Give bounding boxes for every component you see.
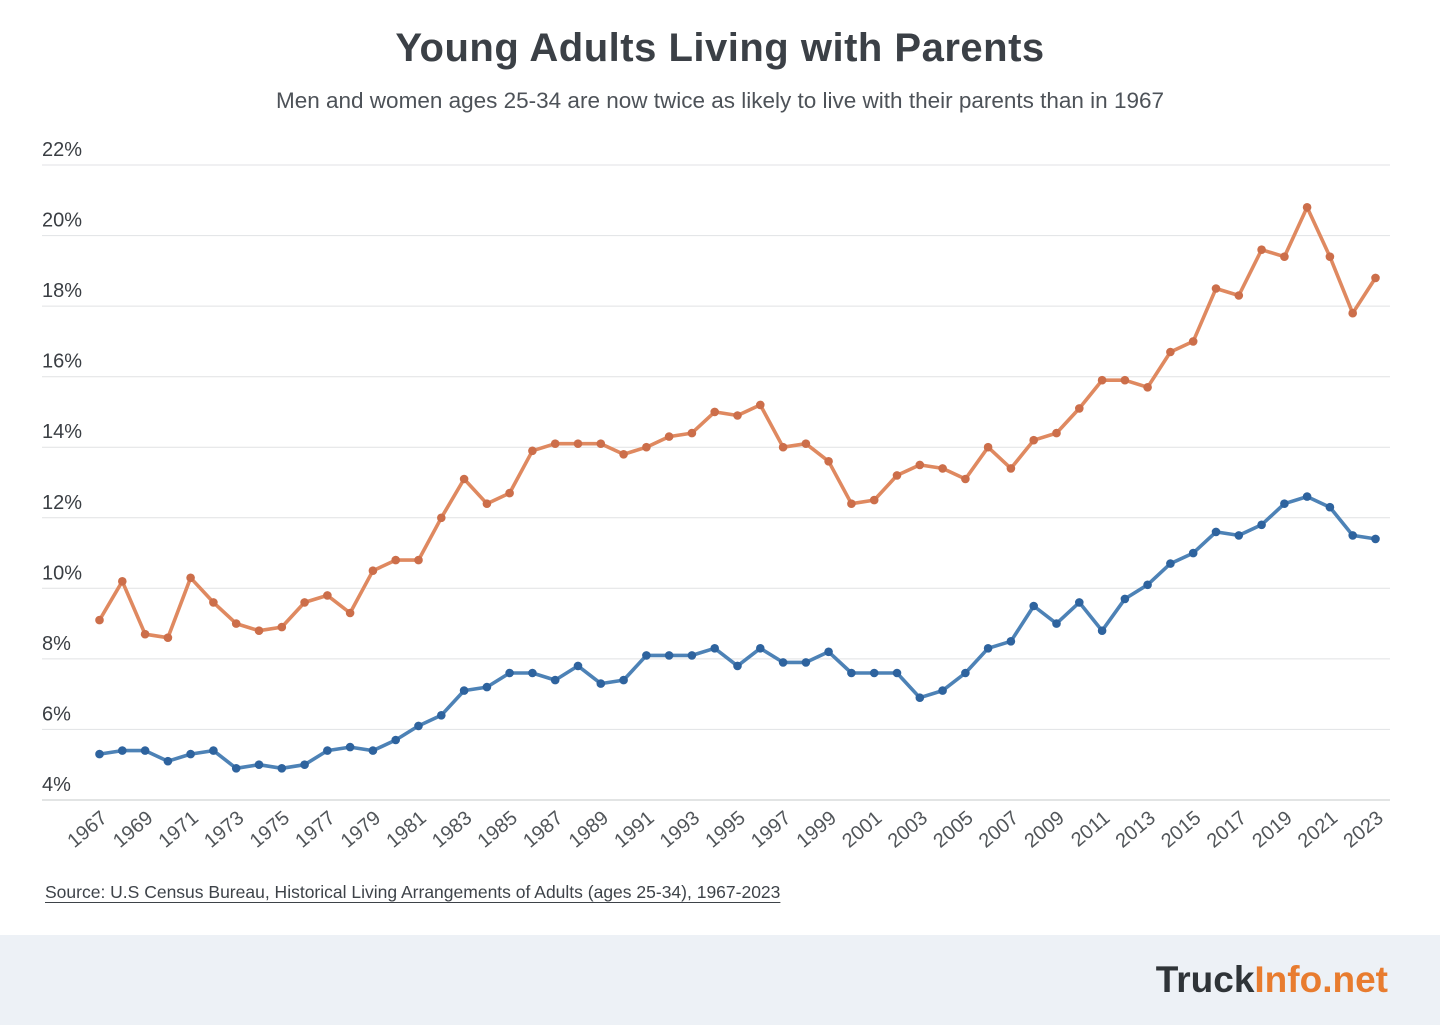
source-link[interactable]: Source: U.S Census Bureau, Historical Living Arrangements of Adults (ages 25-34), 1967-2023 (45, 882, 781, 902)
y-tick-label-18: 18% (42, 280, 83, 303)
data-point-men-2008 (1029, 436, 1038, 445)
data-point-women-1982 (437, 711, 446, 720)
line-chart (0, 140, 1440, 870)
data-point-men-1996 (756, 401, 765, 410)
data-point-women-1985 (505, 669, 514, 678)
data-point-men-2021 (1326, 252, 1335, 261)
data-point-women-2018 (1257, 521, 1266, 530)
data-point-men-1981 (414, 556, 423, 565)
data-point-men-2000 (847, 499, 856, 508)
data-point-women-1994 (710, 644, 719, 653)
data-point-women-1970 (164, 757, 173, 766)
data-point-women-1972 (209, 746, 218, 755)
data-point-women-1967 (95, 750, 104, 759)
data-point-men-1975 (278, 623, 287, 632)
data-point-men-2016 (1212, 284, 1221, 293)
series-men (95, 203, 1380, 642)
x-tick-label-1997: 1997 (747, 806, 796, 853)
data-point-women-2008 (1029, 602, 1038, 611)
x-tick-label-1973: 1973 (200, 806, 249, 853)
series-line-women (100, 497, 1376, 769)
x-tick-label-1981: 1981 (382, 806, 431, 853)
x-tick-label-1971: 1971 (154, 806, 203, 853)
data-point-men-1973 (232, 619, 241, 628)
data-point-women-2001 (870, 669, 879, 678)
data-point-men-1970 (164, 633, 173, 642)
y-tick-label-16: 16% (42, 350, 83, 373)
data-point-men-2010 (1075, 404, 1084, 413)
y-tick-label-6: 6% (42, 703, 71, 726)
data-point-men-2005 (961, 475, 970, 484)
data-point-men-1982 (437, 514, 446, 523)
data-point-men-1997 (779, 443, 788, 452)
y-tick-label-14: 14% (42, 421, 83, 444)
x-tick-label-2003: 2003 (883, 806, 933, 853)
data-point-women-2019 (1280, 499, 1289, 508)
y-tick-label-12: 12% (42, 491, 83, 514)
data-point-men-1977 (323, 591, 332, 600)
data-point-men-1983 (460, 475, 469, 484)
data-point-women-2010 (1075, 598, 1084, 607)
data-point-men-2014 (1166, 348, 1175, 357)
x-tick-label-1987: 1987 (519, 806, 568, 853)
truckinfo-logo[interactable] (1156, 959, 1388, 1001)
data-point-men-2013 (1143, 383, 1152, 392)
data-point-men-1995 (733, 411, 742, 420)
data-point-women-2022 (1348, 531, 1357, 540)
data-point-men-2002 (893, 471, 902, 480)
page-title: Young Adults Living with Parents (395, 26, 1045, 70)
data-point-men-1992 (665, 432, 674, 441)
data-point-women-2000 (847, 669, 856, 678)
logo-text-info-net: Info.net (1254, 959, 1388, 1000)
x-tick-label-1983: 1983 (428, 806, 477, 853)
x-tick-label-2013: 2013 (1111, 806, 1160, 853)
data-point-women-2004 (938, 686, 947, 695)
series-women (95, 492, 1380, 772)
data-point-women-1983 (460, 686, 469, 695)
data-point-women-2005 (961, 669, 970, 678)
logo-text-truck: Truck (1155, 959, 1255, 1000)
grid-and-y-axis (42, 140, 1390, 800)
x-tick-label-1999: 1999 (792, 806, 841, 853)
data-point-men-1985 (505, 489, 514, 498)
data-point-men-2011 (1098, 376, 1107, 385)
y-tick-label-8: 8% (42, 632, 71, 655)
data-point-women-1989 (597, 679, 606, 688)
data-point-women-1976 (300, 760, 309, 769)
y-tick-label-20: 20% (42, 209, 83, 232)
data-point-men-1990 (619, 450, 628, 459)
data-point-women-1991 (642, 651, 651, 660)
data-point-men-1969 (141, 630, 150, 639)
data-point-women-2011 (1098, 626, 1107, 635)
data-point-men-1974 (255, 626, 264, 635)
x-tick-label-1969: 1969 (109, 806, 158, 853)
chart-header (0, 0, 1440, 114)
x-tick-label-1979: 1979 (336, 806, 386, 853)
data-point-women-1996 (756, 644, 765, 653)
data-point-women-1969 (141, 746, 150, 755)
data-point-women-2007 (1007, 637, 1016, 646)
data-point-women-1968 (118, 746, 127, 755)
x-tick-label-1985: 1985 (473, 806, 522, 853)
data-point-men-1989 (597, 439, 606, 448)
x-tick-label-2001: 2001 (838, 806, 887, 853)
data-point-women-1992 (665, 651, 674, 660)
x-tick-label-1995: 1995 (701, 806, 750, 853)
data-point-men-1968 (118, 577, 127, 586)
footer-band (0, 935, 1440, 1025)
x-axis-labels (63, 807, 1387, 852)
data-point-men-2017 (1235, 291, 1244, 300)
data-point-men-1988 (574, 439, 583, 448)
data-point-women-1990 (619, 676, 628, 685)
x-tick-label-2023: 2023 (1339, 806, 1388, 853)
data-point-men-2001 (870, 496, 879, 505)
y-tick-label-22: 22% (42, 140, 83, 161)
data-point-women-1998 (802, 658, 811, 667)
data-point-men-2018 (1257, 245, 1266, 254)
data-point-men-1971 (186, 574, 195, 583)
data-point-men-2003 (916, 461, 925, 470)
data-point-women-1999 (824, 648, 833, 657)
x-tick-label-1975: 1975 (245, 806, 295, 853)
data-point-women-1995 (733, 662, 742, 671)
data-point-women-2015 (1189, 549, 1198, 558)
data-point-men-2015 (1189, 337, 1198, 346)
data-point-women-1979 (369, 746, 378, 755)
data-point-women-2014 (1166, 559, 1175, 568)
data-point-women-2013 (1143, 581, 1152, 590)
data-point-women-2003 (916, 693, 925, 702)
x-tick-label-1991: 1991 (610, 806, 659, 853)
data-point-men-1994 (710, 408, 719, 417)
data-point-men-1976 (300, 598, 309, 607)
y-tick-label-4: 4% (42, 774, 71, 796)
data-point-men-2004 (938, 464, 947, 473)
data-point-women-1997 (779, 658, 788, 667)
series-line-men (100, 207, 1376, 637)
data-point-women-1974 (255, 760, 264, 769)
x-tick-label-2005: 2005 (929, 806, 978, 853)
data-point-women-2023 (1371, 535, 1380, 544)
data-point-men-1978 (346, 609, 355, 618)
data-point-women-1988 (574, 662, 583, 671)
data-point-men-1987 (551, 439, 560, 448)
x-tick-label-2019: 2019 (1248, 806, 1297, 853)
data-point-women-2020 (1303, 492, 1312, 501)
x-tick-label-1989: 1989 (564, 806, 614, 853)
x-tick-label-1977: 1977 (291, 806, 340, 853)
data-point-women-1987 (551, 676, 560, 685)
data-point-women-2021 (1326, 503, 1335, 512)
data-point-men-1993 (688, 429, 697, 438)
x-tick-label-1967: 1967 (63, 806, 112, 853)
data-point-men-2009 (1052, 429, 1061, 438)
data-point-men-1967 (95, 616, 104, 625)
x-tick-label-2011: 2011 (1067, 806, 1115, 852)
data-point-men-1998 (802, 439, 811, 448)
data-point-women-1973 (232, 764, 241, 773)
data-point-men-1972 (209, 598, 218, 607)
data-point-men-1980 (391, 556, 400, 565)
data-point-women-2012 (1121, 595, 1130, 604)
data-point-women-2006 (984, 644, 993, 653)
data-point-men-2007 (1007, 464, 1016, 473)
data-point-men-1999 (824, 457, 833, 466)
data-point-women-1978 (346, 743, 355, 752)
data-point-men-2019 (1280, 252, 1289, 261)
data-point-women-1977 (323, 746, 332, 755)
x-tick-label-2007: 2007 (974, 806, 1024, 853)
data-point-women-1986 (528, 669, 537, 678)
y-tick-label-10: 10% (42, 562, 83, 585)
data-point-women-1981 (414, 722, 423, 731)
data-point-men-2023 (1371, 274, 1380, 283)
data-point-men-1986 (528, 447, 537, 456)
x-tick-label-2009: 2009 (1020, 806, 1069, 853)
x-tick-label-2017: 2017 (1202, 806, 1252, 853)
data-point-women-1980 (391, 736, 400, 745)
data-point-men-1979 (369, 566, 378, 575)
data-point-men-1991 (642, 443, 651, 452)
data-point-women-2002 (893, 669, 902, 678)
data-point-men-2012 (1121, 376, 1130, 385)
data-point-women-1975 (278, 764, 287, 773)
x-tick-label-1993: 1993 (655, 806, 705, 853)
data-point-men-2020 (1303, 203, 1312, 212)
data-point-men-1984 (483, 499, 492, 508)
data-point-men-2022 (1348, 309, 1357, 318)
data-point-women-2009 (1052, 619, 1061, 628)
data-point-women-2016 (1212, 528, 1221, 537)
data-point-women-1971 (186, 750, 195, 759)
x-tick-label-2015: 2015 (1157, 806, 1206, 853)
data-point-women-1993 (688, 651, 697, 660)
data-point-men-2006 (984, 443, 993, 452)
page-subtitle: Men and women ages 25-34 are now twice as likely to live with their parents than in 1967 (276, 88, 1164, 113)
data-point-women-1984 (483, 683, 492, 692)
x-tick-label-2021: 2021 (1293, 806, 1343, 853)
data-point-women-2017 (1235, 531, 1244, 540)
